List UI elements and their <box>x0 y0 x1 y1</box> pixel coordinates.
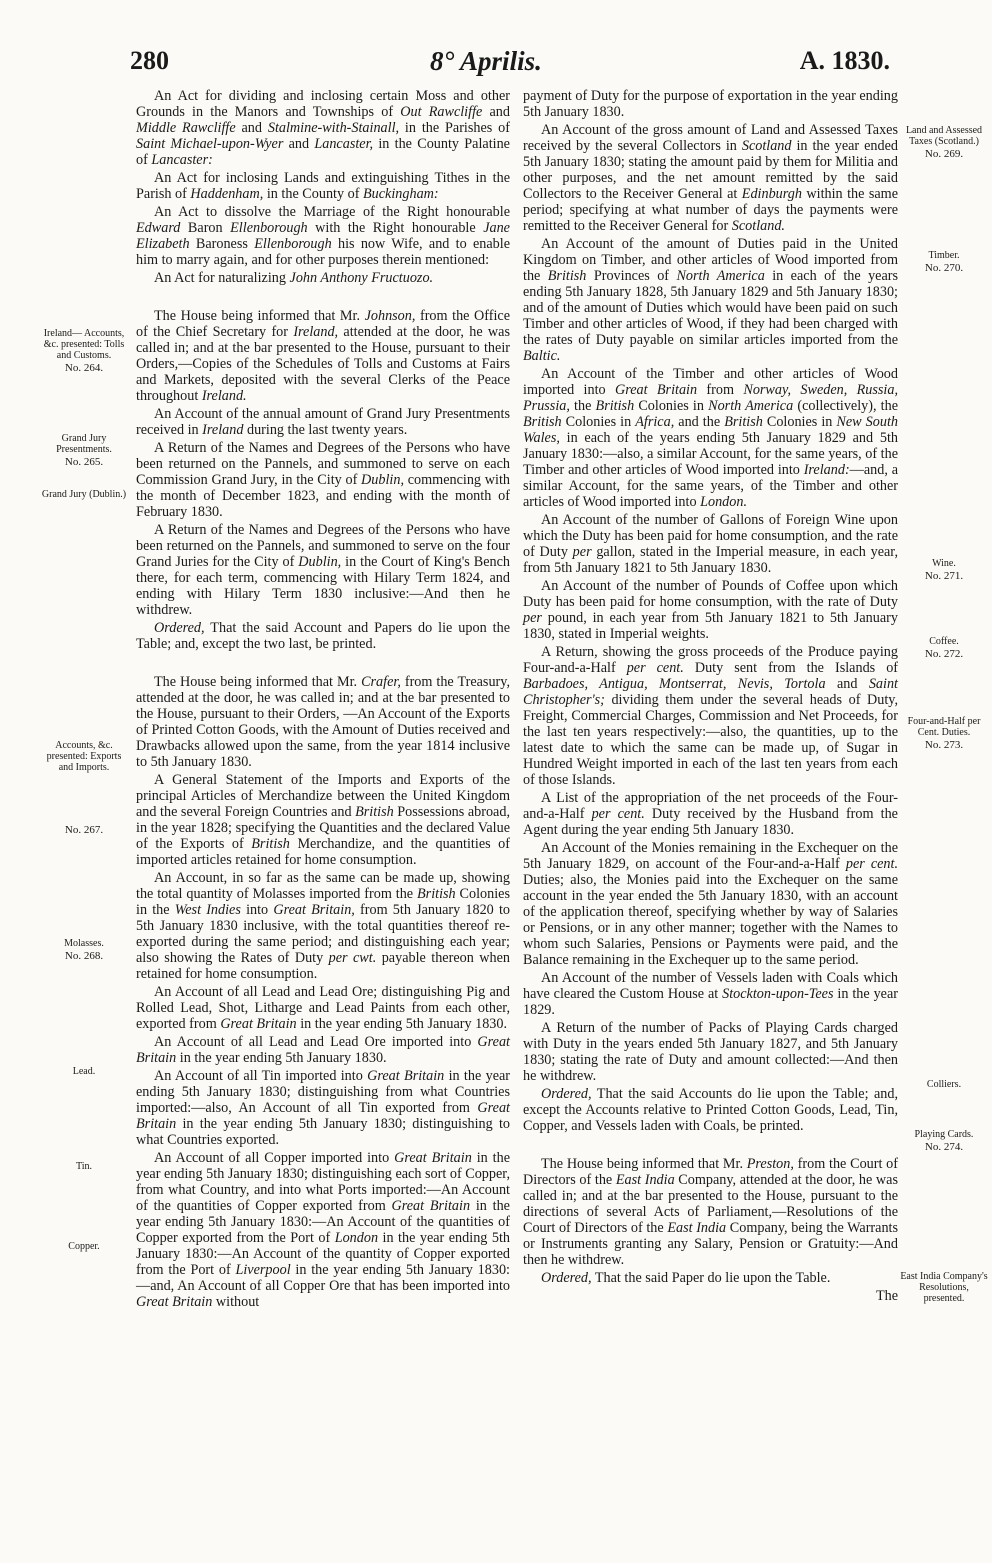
left-column-paragraph: An Act for inclosing Lands and extinguishing Tithes in the Parish of Haddenham, in the County of Buckingham: <box>136 170 510 202</box>
right-column-paragraph: An Account of the amount of Duties paid in the United Kingdom on Timber, and other articles of Wood imported from the British Provinces of North America in each of the years ending 5th January 1828, 5th January 1829 and 5th January 1830; and of the amount of Duties which would have been paid on such Timber and other articles of Wood, if they had been charged with the rates of Duty payable on similar articles imported from the Baltic. <box>523 236 899 364</box>
margin-note-text: Wine. <box>932 558 956 569</box>
margin-note-number: No. 273. <box>924 739 964 751</box>
margin-note <box>40 1161 128 1172</box>
margin-note-text: Grand Jury Presentments. <box>56 433 112 455</box>
margin-note <box>900 250 988 274</box>
margin-note-text: Playing Cards. <box>914 1129 974 1140</box>
left-column-paragraph: An Act for naturalizing John Anthony Fructuozo. <box>154 270 434 286</box>
margin-note-number: No. 272. <box>924 648 964 660</box>
margin-note-text: Grand Jury (Dublin.) <box>41 489 127 500</box>
margin-note <box>40 938 128 962</box>
left-column-paragraph: An Account of the annual amount of Grand Jury Presentments received in Ireland during the last twenty years. <box>136 406 510 438</box>
right-column-paragraph: An Account of the number of Gallons of Foreign Wine upon which the Duty has been paid for home consumption, and the rate of Duty per gallon, stated in the Imperial measure, in each year, from 5th January 1821 to 5th January 1830. <box>523 512 898 576</box>
margin-note <box>40 489 128 500</box>
margin-note <box>40 1066 128 1077</box>
page-number: 280 <box>130 46 169 75</box>
catchword: The <box>875 1288 898 1304</box>
right-column <box>523 88 898 1304</box>
right-column-paragraph: An Account of the number of Pounds of Coffee upon which Duty has been paid for home consumption, with the rate of Duty per pound, in each year from 5th January 1821 to 5th January 1830, stated in Imperial weights. <box>523 578 898 642</box>
left-column-paragraph: The House being informed that Mr. Johnson, from the Office of the Chief Secretary for Ireland, attended at the door, he was called in; and at the bar presented to the House, pursuant to their Orders,—Copies of the Schedules of Tolls and Customs at Fairs and Markets, deposited with the several Clerks of the Peace throughout Ireland. <box>136 308 510 404</box>
right-column-paragraph: An Account of the number of Vessels laden with Coals which have cleared the Custom House at Stockton-upon-Tees in the year 1829. <box>523 970 899 1018</box>
margin-note-number: No. 264. <box>64 362 104 374</box>
left-column-paragraph: Ordered, That the said Account and Papers do lie upon the Table; and, except the two last, be printed. <box>136 620 510 652</box>
margin-note-number: No. 274. <box>924 1141 964 1153</box>
margin-note <box>40 1241 128 1252</box>
margin-note-text: Land and Assessed Taxes (Scotland.) <box>905 125 983 147</box>
margin-note-number: No. 265. <box>64 456 104 468</box>
left-column-paragraph: The House being informed that Mr. Crafer, from the Treasury, attended at the door, he was called in; and at the bar presented to the House, pursuant to their Orders, —An Account of the Exports of Printed Cotton Goods, with the Amount of Duties received and Drawbacks allowed upon the same, from the year 1814 inclusive to 5th January 1830. <box>136 674 510 770</box>
margin-note-number: No. 270. <box>924 262 964 274</box>
margin-note-number: No. 268. <box>64 950 104 962</box>
left-column-paragraph: An Account of all Copper imported into Great Britain in the year ending 5th January 1830; distinguishing each sort of Copper, from what Country, and into what Ports imported:—An Account of the quantities of Copper exported from Great Britain in the year ending 5th January 1830:—An Account of the quantities of Copper exported from the Port of London in the year ending 5th January 1830:—An Account of the quantity of Copper exported from the Port of Liverpool in the year ending 5th January 1830:—and, An Account of all Copper Ore that has been imported into Great Britain without <box>136 1150 510 1310</box>
margin-note-text: East India Company's Resolutions, presented. <box>900 1271 988 1304</box>
margin-note <box>900 1271 988 1304</box>
margin-note <box>900 125 988 160</box>
margin-note <box>900 636 988 660</box>
right-column-paragraph: An Account of the gross amount of Land and Assessed Taxes received by the several Collectors in Scotland in the year ended 5th January 1830; stating the amount paid by them for Militia and other purposes, and the net amount remitted by the said Collectors to the Receiver General at Edinburgh within the same period; specifying at what number of days the payments were remitted to the Receiver General for Scotland. <box>523 122 898 234</box>
left-column-paragraph: An Act for dividing and inclosing certain Moss and other Grounds in the Manors and Townships of Out Rawcliffe and Middle Rawcliffe and Stalmine-with-Stainall, in the Parishes of Saint Michael-upon-Wyer and Lancaster, in the County Palatine of Lancaster: <box>136 88 510 168</box>
margin-note <box>40 433 128 468</box>
margin-note-text: Copper. <box>68 1241 100 1252</box>
left-column-paragraph: A Return of the Names and Degrees of the Persons who have been returned on the Pannels, and summoned to serve on the four Grand Juries for the City of Dublin, in the Court of King's Bench there, for each term, commencing with Hilary Term 1824, and ending with Hilary Term 1830 inclusive:—And then he withdrew. <box>136 522 510 618</box>
right-column-paragraph: The House being informed that Mr. Preston, from the Court of Directors of the East India Company, attended at the door, he was called in; and at the bar presented to the House, pursuant to the directions of several Acts of Parliament,—Resolutions of the Court of Directors of the East India Company, being the Warrants or Instruments granting any Salary, Pension or Gratuity:—And then he withdrew. <box>523 1156 899 1268</box>
right-column-paragraph: An Account of the Monies remaining in the Exchequer on the 5th January 1829, on account of the Four-and-a-Half per cent. Duties; also, the Monies paid into the Exchequer on the same account in the year ended the 5th January 1830, with an account of the application thereof, specifying whether by way of Salaries or Pensions, or in any other manner; together with the Names to whom such Salaries, Pensions or Payments were paid, and the Balance remaining in the Exchequer up to the same period. <box>523 840 898 968</box>
margin-note-text: Accounts, &c. presented: Exports and Imports. <box>46 740 122 773</box>
right-column-paragraph: Ordered, That the said Accounts do lie upon the Table; and, except the Accounts relative to Printed Cotton Goods, Lead, Tin, Copper, and Vessels laden with Coals, be printed. <box>523 1086 898 1134</box>
right-column-paragraph: A Return, showing the gross proceeds of the Produce paying Four-and-a-Half per cent. Duty sent from the Islands of Barbadoes, Antigua, Montserrat, Nevis, Tortola and Saint Christopher's; dividing them under the several heads of Duty, Freight, Commercial Charges, Commission and Net Proceeds, for the last ten years respectively:—also, the quantities, up to the latest date to which the same can be made up, of Sugar in Hundred Weight imported in each of the last ten years from each of those Islands. <box>523 644 899 788</box>
right-column-paragraph: payment of Duty for the purpose of exportation in the year ending 5th January 1830. <box>523 88 898 120</box>
left-column-paragraph: A Return of the Names and Degrees of the Persons who have been returned on the Pannels, and summoned to serve on each Commission Grand Jury, in the City of Dublin, commencing with the month of December 1823, and ending with the month of February 1830. <box>136 440 510 520</box>
margin-note <box>900 1129 988 1153</box>
left-column <box>136 88 510 1312</box>
left-column-paragraph: An Account of all Lead and Lead Ore; distinguishing Pig and Rolled Lead, Shot, Litharge and Lead Paints from each other, exported from Great Britain in the year ending 5th January 1830. <box>136 984 510 1032</box>
margin-note <box>40 740 128 773</box>
left-column-paragraph: An Account, in so far as the same can be made up, showing the total quantity of Molasses imported from the British Colonies in the West Indies into Great Britain, from 5th January 1820 to 5th January 1830 inclusive, with the total quantities thereof re-exported during the same period; and distinguishing each year; also showing the Rates of Duty per cwt. payable thereon when retained for home consumption. <box>136 870 510 982</box>
page-year: A. 1830. <box>799 46 890 75</box>
margin-note-text: Lead. <box>72 1066 96 1077</box>
right-column-paragraph: An Account of the Timber and other articles of Wood imported into Great Britain from Norway, Sweden, Russia, Prussia, the British Colonies in North America (collectively), the British Colonies in Africa, and the British Colonies in New South Wales, in each of the years ending 5th January 1829 and 5th January 1830:—also, a similar Account, for the same years, of the Timber and other articles of Wood imported into Ireland:—and, a similar Account, for the same years, of the Timber and other articles of Wood imported into London. <box>523 366 899 510</box>
margin-note-text: Four-and-Half per Cent. Duties. <box>907 716 981 738</box>
margin-note-number: No. 267. <box>64 824 104 836</box>
left-column-paragraph: A General Statement of the Imports and Exports of the principal Articles of Merchandize between the United Kingdom and the several Foreign Countries and British Possessions abroad, in the year 1828; specifying the Quantities and the declared Value of the Exports of British Merchandize, and the quantities of imported articles retained for home consumption. <box>136 772 510 868</box>
left-column-paragraph: An Account of all Tin imported into Great Britain in the year ending 5th January 1830; distinguishing from what Countries imported:—also, An Account of all Tin exported from Great Britain in the year ending 5th January 1830; distinguishing to what Countries exported. <box>136 1068 511 1148</box>
page-date: 8° Aprilis. <box>430 46 542 76</box>
page-header <box>130 46 890 86</box>
right-column-paragraph: A Return of the number of Packs of Playing Cards charged with Duty in the years ended 5th January 1827, and 5th January 1830; stating the rate of Duty and amount collected:—And then he withdrew. <box>523 1020 898 1084</box>
margin-note <box>40 328 128 374</box>
margin-note-text: Ireland— Accounts, &c. presented: Tolls and Customs. <box>43 328 125 361</box>
margin-note <box>40 823 128 836</box>
margin-note-number: No. 269. <box>924 148 964 160</box>
left-column-paragraph: An Account of all Lead and Lead Ore imported into Great Britain in the year ending 5th January 1830. <box>136 1034 510 1066</box>
margin-note <box>900 558 988 582</box>
right-column-paragraph: A List of the appropriation of the net proceeds of the Four-and-a-Half per cent. Duty received by the Husband from the Agent during the year ending 5th January 1830. <box>523 790 898 838</box>
margin-note-text: Tin. <box>75 1161 93 1172</box>
left-column-paragraph: An Act to dissolve the Marriage of the Right honourable Edward Baron Ellenborough with the Right honourable Jane Elizabeth Baroness Ellenborough his now Wife, and to enable him to marry again, and for other purposes therein mentioned: <box>136 204 511 268</box>
margin-note <box>900 716 988 751</box>
margin-note-text: Coffee. <box>929 636 959 647</box>
margin-note-text: Timber. <box>928 250 960 261</box>
margin-note <box>900 1079 988 1090</box>
right-column-paragraph: Ordered, That the said Paper do lie upon the Table. <box>541 1270 831 1286</box>
margin-note-text: Molasses. <box>64 938 104 949</box>
margin-note-text: Colliers. <box>926 1079 962 1090</box>
margin-note-number: No. 271. <box>924 570 964 582</box>
